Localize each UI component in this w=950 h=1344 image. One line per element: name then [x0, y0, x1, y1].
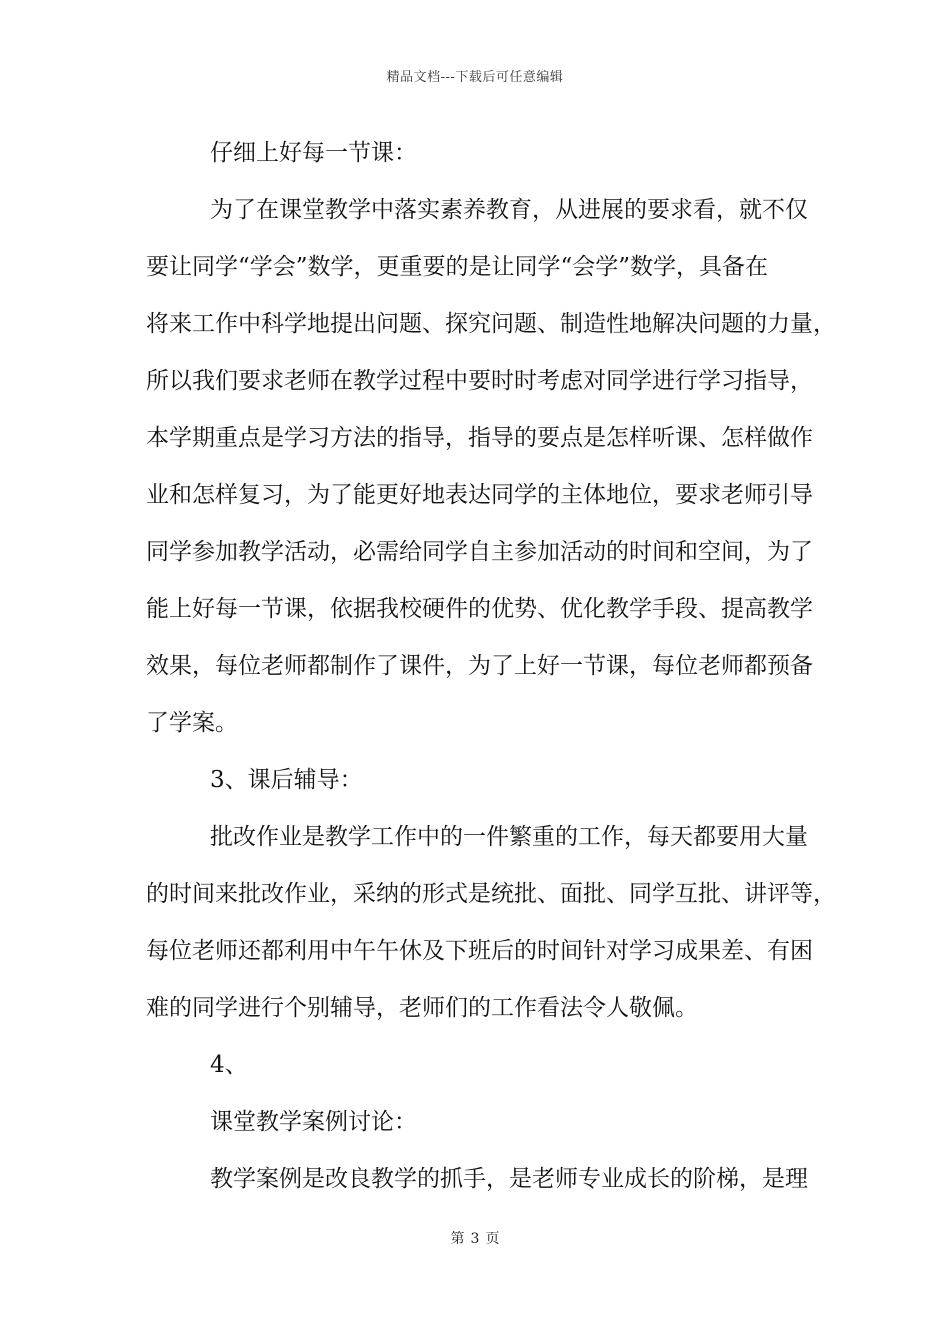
- paragraph-line: 本学期重点是学习方法的指导，指导的要点是怎样听课、怎样做作: [146, 425, 813, 451]
- paragraph-line: 所以我们要求老师在教学过程中要时时考虑对同学进行学习指导，: [146, 368, 813, 394]
- page-suffix: 页: [485, 1231, 500, 1247]
- section-number: 4、: [210, 1052, 248, 1078]
- paragraph-line: 能上好每一节课，依据我校硬件的优势、优化教学手段、提高教学: [146, 596, 813, 622]
- paragraph-line: 批改作业是教学工作中的一件繁重的工作，每天都要用大量: [210, 824, 808, 850]
- page-prefix: 第: [450, 1231, 465, 1247]
- page-footer: [0, 1228, 950, 1248]
- paragraph-line: 教学案例是改良教学的抓手，是老师专业成长的阶梯，是理: [210, 1166, 808, 1192]
- paragraph-line: 每位老师还都利用中午午休及下班后的时间针对学习成果差、有困: [146, 938, 813, 964]
- paragraph-line: 难的同学进行个别辅导，老师们的工作看法令人敬佩。: [146, 995, 698, 1021]
- page-header: 精品文档---下载后可任意编辑: [386, 70, 564, 85]
- paragraph-line: 为了在课堂教学中落实素养教育，从进展的要求看，就不仅: [210, 197, 808, 223]
- paragraph-line: 的时间来批改作业，采纳的形式是统批、面批、同学互批、讲评等，: [146, 881, 836, 907]
- paragraph-line: 将来工作中科学地提出问题、探究问题、制造性地解决问题的力量，: [146, 311, 836, 337]
- section-heading: 课堂教学案例讨论：: [210, 1109, 417, 1135]
- paragraph-line: 要让同学“学会”数学，更重要的是让同学“会学”数学，具备在: [146, 254, 769, 280]
- paragraph-line: 仔细上好每一节课：: [210, 140, 417, 166]
- paragraph-line: 了学案。: [146, 710, 238, 736]
- paragraph-line: 同学参加教学活动，必需给同学自主参加活动的时间和空间，为了: [146, 539, 813, 565]
- section-heading: 3、课后辅导：: [210, 767, 363, 793]
- paragraph-line: 业和怎样复习，为了能更好地表达同学的主体地位，要求老师引导: [146, 482, 813, 508]
- paragraph-line: 效果，每位老师都制作了课件，为了上好一节课，每位老师都预备: [146, 653, 813, 679]
- page-number: 3: [470, 1231, 480, 1247]
